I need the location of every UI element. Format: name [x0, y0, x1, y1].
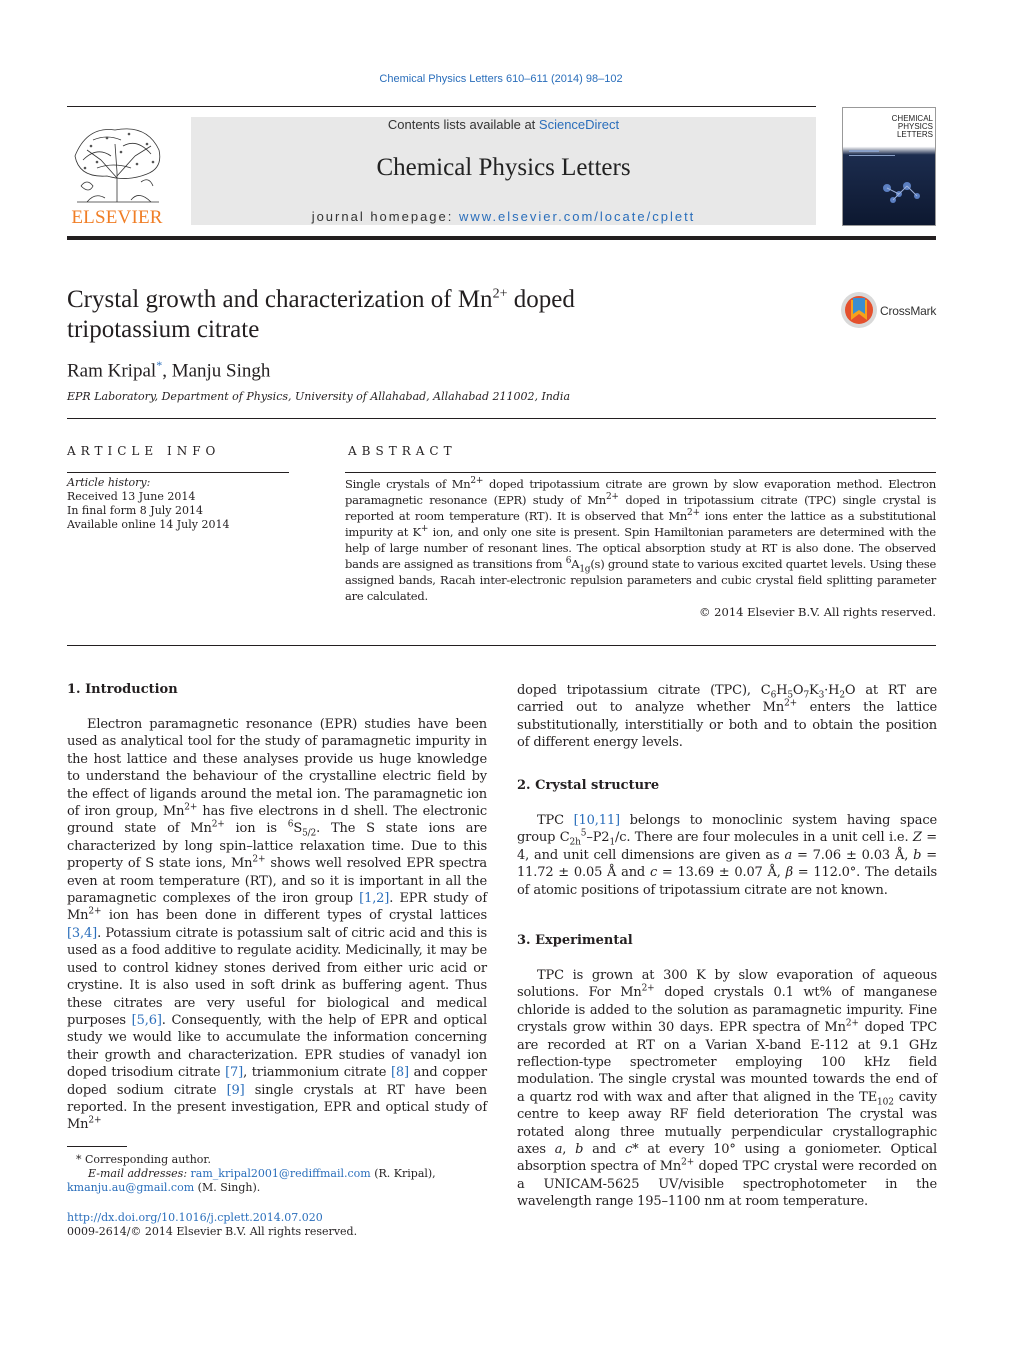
homepage-link[interactable]: www.elsevier.com/locate/cplett	[459, 209, 696, 224]
final-form-date: In final form 8 July 2014	[67, 504, 204, 517]
journal-cover-image[interactable]	[842, 107, 936, 226]
contents-line	[191, 117, 816, 132]
cover-title: CHEMICAL PHYSICS LETTERS	[891, 114, 933, 139]
section-experimental-heading: 3. Experimental	[517, 933, 633, 948]
email-singh-name: (M. Singh).	[194, 1181, 261, 1194]
abstract-heading: ABSTRACT	[348, 444, 457, 458]
article-title	[67, 285, 767, 345]
crystal-structure-paragraph: TPC [10,11] belongs to monoclinic system having space group $C_{2h}^5-P2_1/c$. There are four molecules in a unit cell i.e. Z = 4, and unit cell dimensions are given as a = 7.06 ± 0.03 Å, b = 11.72 ± 0.05 Å and c = 13.69 ± 0.07 Å, β = 112.0°. The details of atomic positions of tripotassium citrate are not known.	[517, 813, 938, 898]
cover-graphic	[843, 108, 936, 226]
journal-homepage	[191, 209, 816, 224]
introduction-continued: doped tripotassium citrate (TPC), $C_6H_5O_7K_3\cdot H_2O$ at RT are carried out to analyze whether $Mn^{2+}$ enters the lattice substitutionally, interstitially or both and to obtain the position of different energy levels.	[517, 683, 937, 751]
introduction-paragraph: Electron paramagnetic resonance (EPR) studies have been used as analytical tool for the study of paramagnetic impurity in the host lattice and these analyses provide us huge knowledge to understand the behaviour of the crystalline electric field by the effect of ligands around the metal ion. The paramagnetic ion of iron group, $Mn^{2+}$ has five electrons in d shell. The electronic ground state of $Mn^{2+}$ ion is $^6S_{5/2}$. The S state ions are characterized by long spin–lattice relaxation time. Due to this property of S state ions, $Mn^{2+}$ shows well resolved EPR spectra even at room temperature (RT), and so it is important in all the paramagnetic complexes of the iron group [1,2]. EPR study of $Mn^{2+}$ ion has been done in different types of crystal lattices [3,4]. Potassium citrate is potassium salt of citric acid and this is used as a food additive to regulate acidity. Medicinally, it may be used to control kidney stones derived from either uric acid or crystine. It is also used in soft drink as buffering agent. Thus these citrates are very useful for biological and medical purposes [5,6]. Consequently, with the help of EPR and optical study we would like to accumulate the information concerning their growth and characterization. EPR studies of vanadyl ion doped trisodium citrate [7], triammonium citrate [8] and copper doped sodium citrate [9] single crystals at RT have been reported. In the present investigation, EPR and optical study of $Mn^{2+}$	[67, 717, 488, 1133]
online-date: Available online 14 July 2014	[67, 518, 230, 531]
title-part-a: Crystal growth and characterization of Mn	[67, 286, 493, 313]
abstract-rule	[345, 472, 936, 473]
abstract-bottom-rule	[67, 645, 936, 646]
title-superscript: 2+	[492, 286, 508, 302]
author-kripal[interactable]: Ram Kripal	[67, 360, 157, 382]
author-list	[67, 358, 270, 382]
elsevier-wordmark[interactable]: ELSEVIER	[71, 207, 163, 228]
author-singh[interactable]: , Manju Singh	[162, 360, 271, 382]
email-line-2	[67, 1181, 260, 1195]
email-singh-link[interactable]: kmanju.au@gmail.com	[67, 1181, 195, 1194]
corresponding-star[interactable]: *	[156, 358, 163, 372]
title-part-c: tripotassium citrate	[67, 316, 260, 343]
info-rule	[67, 472, 289, 473]
crossmark-label[interactable]: CrossMark	[880, 304, 937, 318]
email-kripal-name: (R. Kripal),	[370, 1167, 436, 1180]
journal-reference[interactable]: Chemical Physics Letters 610–611 (2014) 98–102	[379, 73, 623, 85]
copyright: © 2014 Elsevier B.V. All rights reserved.	[699, 605, 936, 619]
header-thick-rule	[67, 236, 936, 240]
sciencedirect-link[interactable]: ScienceDirect	[538, 117, 620, 132]
history-label: Article history:	[67, 476, 151, 489]
section-introduction-heading: 1. Introduction	[67, 682, 178, 697]
article-info-heading: ARTICLE INFO	[67, 444, 221, 458]
title-rule	[67, 418, 936, 419]
title-part-b: doped	[507, 286, 575, 313]
footnote-rule	[67, 1146, 127, 1147]
email-label: E-mail addresses:	[88, 1167, 191, 1180]
corresponding-author-note: * Corresponding author.	[76, 1153, 211, 1166]
homepage-prefix: journal homepage:	[311, 209, 459, 224]
issn-line: 0009-2614/© 2014 Elsevier B.V. All rights reserved.	[67, 1225, 358, 1238]
header-rule	[67, 106, 816, 107]
received-date: Received 13 June 2014	[67, 490, 196, 503]
section-crystal-structure-heading: 2. Crystal structure	[517, 778, 660, 793]
email-kripal-link[interactable]: ram_kripal2001@rediffmail.com	[190, 1167, 371, 1180]
email-line	[88, 1167, 436, 1181]
affiliation: EPR Laboratory, Department of Physics, University of Allahabad, Allahabad 211002, India	[67, 390, 571, 403]
journal-title: Chemical Physics Letters	[376, 154, 631, 181]
abstract-text: Single crystals of $Mn^{2+}$ doped tripotassium citrate are grown by slow evaporation method. Electron paramagnetic resonance (EPR) study of $Mn^{2+}$ doped in tripotassium citrate (TPC) single crystal is reported at room temperature (RT). It is observed that $Mn^{2+}$ ions enter the lattice as a substitutional impurity at K+ ion, and only one site is present. Spin Hamiltonian parameters are determined with the help of large number of resonant lines. The optical absorption study at RT is also done. The observed bands are assigned as transitions from $^6A_{1g}(s)$ ground state to various excited quartet levels. Using these assigned bands, Racah inter-electronic repulsion parameters and cubic crystal field splitting parameter are calculated.	[345, 476, 937, 603]
experimental-paragraph: TPC is grown at 300 K by slow evaporation of aqueous solutions. For $Mn^{2+}$ doped crystals 0.1 wt% of manganese chloride is added to the solution as paramagnetic impurity. Fine crystals grow within 30 days. EPR spectra of $Mn^{2+}$ doped TPC are recorded at RT on a Varian X-band E-112 at 9.1 GHz reflection-type spectrometer employing 100 kHz field modulation. The single crystal was mounted towards the end of a quartz rod with wax and after that aligned in the $TE_{102}$ cavity centre to keep away RF field deterioration The crystal was rotated along three mutually perpendicular crystallographic axes a, b and c* at every 10° using a goniometer. Optical absorption spectra of $Mn^{2+}$ doped TPC crystal were recorded on a UNICAM-5625 UV/visible spectrophotometer in the wavelength range 195–1100 nm at room temperature.	[517, 968, 937, 1210]
doi-link[interactable]: http://dx.doi.org/10.1016/j.cplett.2014.07.020	[67, 1211, 323, 1224]
contents-prefix: Contents lists available at	[387, 117, 539, 132]
